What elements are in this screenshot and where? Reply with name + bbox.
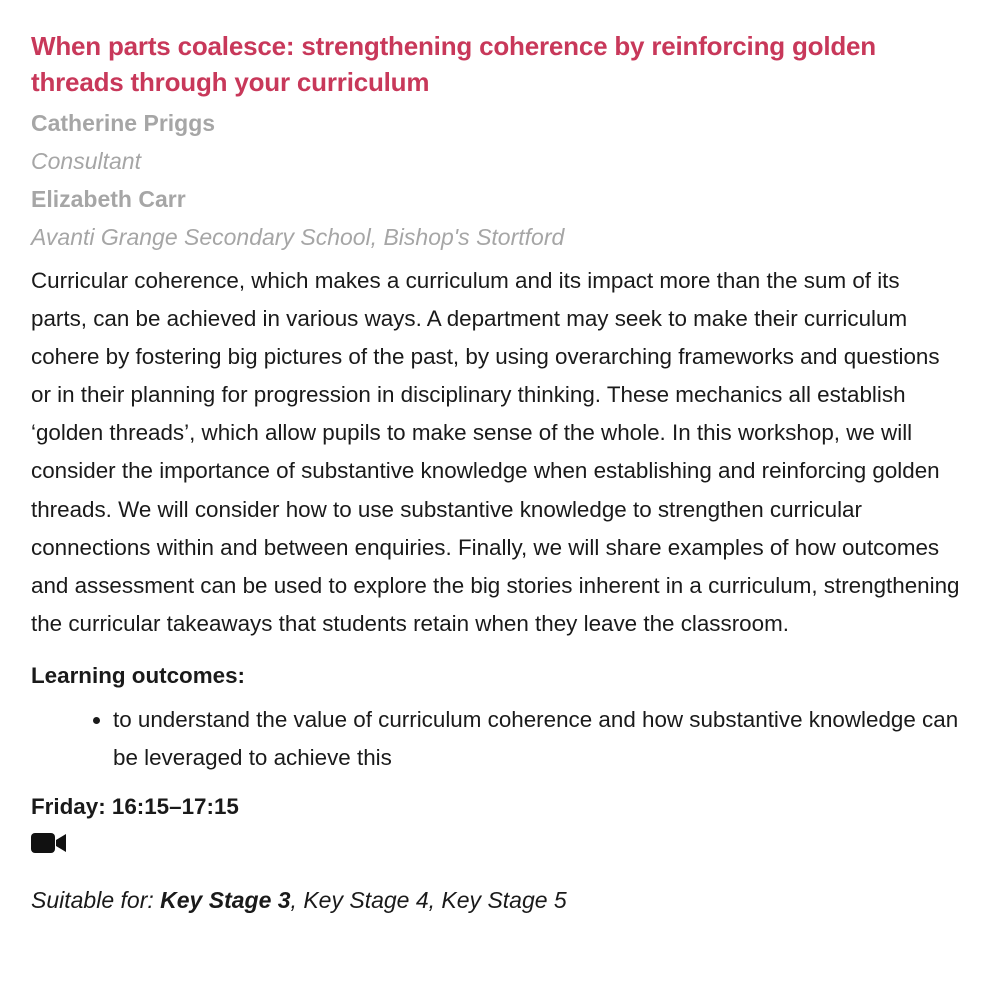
speaker-name: Elizabeth Carr [31,186,186,212]
key-stage-other: , Key Stage 4, Key Stage 5 [290,886,567,913]
video-camera-icon [31,830,67,856]
suitable-for-label: Suitable for: [31,886,154,913]
speaker-list [31,104,961,256]
speaker [31,180,961,256]
learning-outcomes-heading: Learning outcomes: [31,662,245,688]
speaker-role: Consultant [31,148,141,174]
session-title: When parts coalesce: strengthening coherence by reinforcing golden threads through your curriculum [31,31,876,97]
session-description: Curricular coherence, which makes a curriculum and its impact more than the sum of its parts, can be achieved in various ways. A department may seek to make their curriculum cohere by fostering big pictures of the past, by using overarching frameworks and questions or in their planning for progression in disciplinary thinking. These mechanics all establish ‘golden threads’, which allow pupils to make sense of the whole. In this workshop, we will consider the importance of substantive knowledge when establishing and reinforcing golden threads. We will consider how to use substantive knowledge to strengthen curricular connections within and between enquiries. Finally, we will share examples of how outcomes and assessment can be used to explore the big stories inherent in a curriculum, strengthening the curricular takeaways that students retain when they leave the classroom. [31,268,960,636]
key-stage-primary: Key Stage 3 [160,886,291,913]
speaker-name: Catherine Priggs [31,110,216,136]
session-time: Friday: 16:15–17:15 [31,793,239,819]
speaker [31,104,961,180]
learning-outcome-item: • to understand the value of curriculum coherence and how substantive knowledge can be leveraged to achieve this [113,701,961,778]
suitable-for [31,881,961,919]
speaker-role: Avanti Grange Secondary School, Bishop's Stortford [31,224,565,250]
learning-outcomes-list [31,701,961,778]
